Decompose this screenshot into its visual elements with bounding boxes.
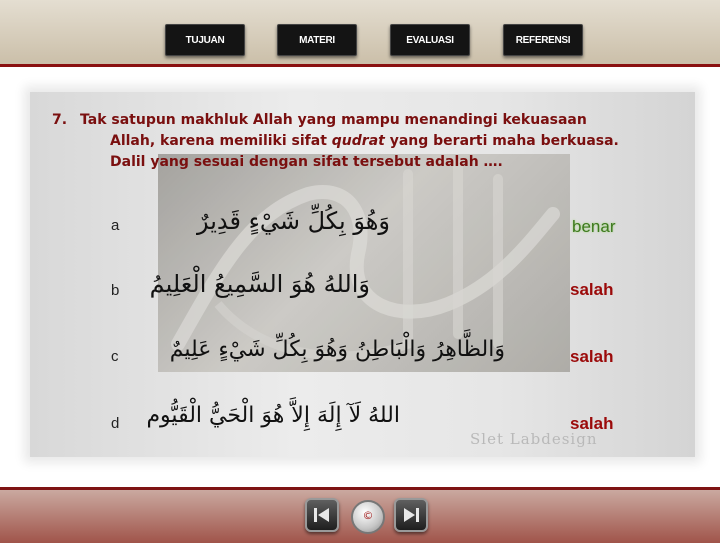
skip-previous-icon: [313, 507, 331, 523]
skip-next-icon: [402, 507, 420, 523]
option-d-arabic[interactable]: اللهُ لَآ إِلَهَ إِلاَّ هُوَ الْحَيُّ الْقَيُّوم: [146, 403, 400, 428]
question-text-italic: qudrat: [331, 133, 385, 149]
nav-tujuan-button[interactable]: TUJUAN: [165, 24, 245, 56]
question-text-line3: Dalil yang sesuai dengan sifat tersebut adalah ….: [110, 154, 503, 170]
option-d-letter: d: [111, 415, 120, 432]
next-button[interactable]: [394, 498, 428, 532]
option-a-arabic[interactable]: وَهُوَ بِكُلِّ شَيْءٍ قَدِيرٌ: [196, 207, 390, 235]
nav-materi-button[interactable]: MATERI: [277, 24, 357, 56]
option-b-verdict: salah: [570, 280, 614, 299]
option-a-letter: a: [111, 217, 120, 234]
option-c-verdict: salah: [570, 347, 614, 366]
option-d-verdict: salah: [570, 414, 614, 433]
previous-button[interactable]: [305, 498, 339, 532]
option-c-letter: c: [111, 348, 119, 365]
nav-evaluasi-button[interactable]: EVALUASI: [390, 24, 470, 56]
option-c-arabic[interactable]: وَالظَّاهِرُ وَالْبَاطِنُ وَهُوَ بِكُلِّ شَيْءٍ عَلِيمٌ: [169, 337, 505, 362]
question-text-line2-a: Allah, karena memiliki sifat: [110, 133, 332, 149]
content-area: [0, 67, 720, 487]
question-text-line1: Tak satupun makhluk Allah yang mampu menandingi kekuasaan: [80, 112, 587, 128]
nav-referensi-button[interactable]: REFERENSI: [503, 24, 583, 56]
top-bar: [0, 0, 720, 67]
question-text-line2-b: yang berarti maha berkuasa.: [384, 133, 619, 149]
watermark: Slet Labdesign: [470, 430, 598, 448]
question-number: 7.: [52, 112, 68, 128]
option-b-letter: b: [111, 282, 120, 299]
question-text-line2: [110, 133, 619, 149]
option-a-verdict: benar: [572, 217, 616, 236]
home-button[interactable]: [351, 500, 385, 534]
home-copyright-icon: ©: [362, 509, 374, 522]
option-b-arabic[interactable]: وَاللهُ هُوَ السَّمِيعُ الْعَلِيمُ: [149, 270, 370, 298]
